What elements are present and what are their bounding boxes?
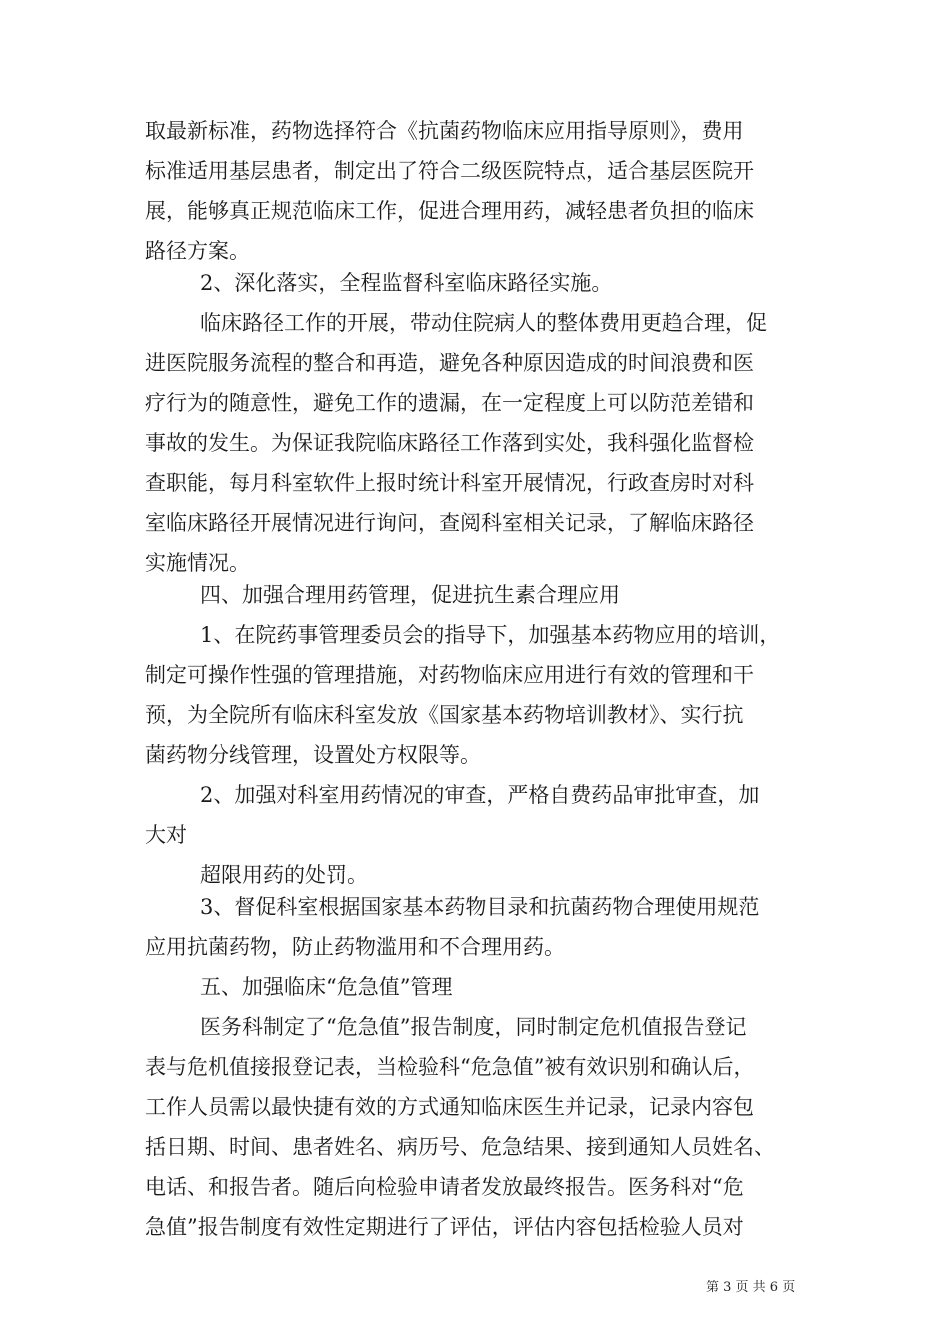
body-line: 查职能，每月科室软件上报时统计科室开展情况，行政查房时对科 <box>145 471 754 495</box>
body-line: 路径方案。 <box>145 239 250 263</box>
body-line: 应用抗菌药物，防止药物滥用和不合理用药。 <box>145 935 565 959</box>
body-line: 医务科制定了“危急值”报告制度，同时制定危机值报告登记 <box>200 1015 747 1039</box>
body-line: 2、加强对科室用药情况的审查，严格自费药品审批审查，加 <box>200 783 760 807</box>
body-line: 大对 <box>145 823 187 847</box>
body-line: 进医院服务流程的整合和再造，避免各种原因造成的时间浪费和医 <box>145 351 754 375</box>
section-heading: 四、加强合理用药管理，促进抗生素合理应用 <box>200 583 620 607</box>
body-line: 工作人员需以最快捷有效的方式通知临床医生并记录，记录内容包 <box>145 1095 754 1119</box>
body-line: 制定可操作性强的管理措施，对药物临床应用进行有效的管理和干 <box>145 663 754 687</box>
body-line: 表与危机值接报登记表，当检验科“危急值”被有效识别和确认后， <box>145 1055 755 1079</box>
section-heading: 2、深化落实，全程监督科室临床路径实施。 <box>200 271 613 295</box>
body-line: 括日期、时间、患者姓名、病历号、危急结果、接到通知人员姓名、 <box>145 1135 775 1159</box>
body-line: 室临床路径开展情况进行询问，查阅科室相关记录，了解临床路径 <box>145 511 754 535</box>
body-line: 标准适用基层患者，制定出了符合二级医院特点，适合基层医院开 <box>145 159 754 183</box>
body-line: 超限用药的处罚。 <box>200 863 368 887</box>
body-line: 临床路径工作的开展，带动住院病人的整体费用更趋合理，促 <box>200 311 767 335</box>
body-line: 菌药物分线管理，设置处方权限等。 <box>145 743 481 767</box>
body-line: 电话、和报告者。随后向检验申请者发放最终报告。医务科对“危 <box>145 1175 744 1199</box>
body-line: 预，为全院所有临床科室发放《国家基本药物培训教材》、实行抗 <box>145 703 744 727</box>
body-line: 急值”报告制度有效性定期进行了评估，评估内容包括检验人员对 <box>145 1215 744 1239</box>
page-number: 第 3 页 共 6 页 <box>706 1280 796 1295</box>
body-line: 实施情况。 <box>145 551 250 575</box>
body-line: 事故的发生。为保证我院临床路径工作落到实处，我科强化监督检 <box>145 431 754 455</box>
body-line: 3、督促科室根据国家基本药物目录和抗菌药物合理使用规范 <box>200 895 760 919</box>
section-heading: 五、加强临床“危急值”管理 <box>200 975 453 999</box>
body-line: 展，能够真正规范临床工作，促进合理用药，减轻患者负担的临床 <box>145 199 754 223</box>
body-line: 取最新标准，药物选择符合《抗菌药物临床应用指导原则》，费用 <box>145 119 744 143</box>
body-line: 疗行为的随意性，避免工作的遗漏，在一定程度上可以防范差错和 <box>145 391 754 415</box>
body-line: 1、在院药事管理委员会的指导下，加强基本药物应用的培训， <box>200 623 781 647</box>
